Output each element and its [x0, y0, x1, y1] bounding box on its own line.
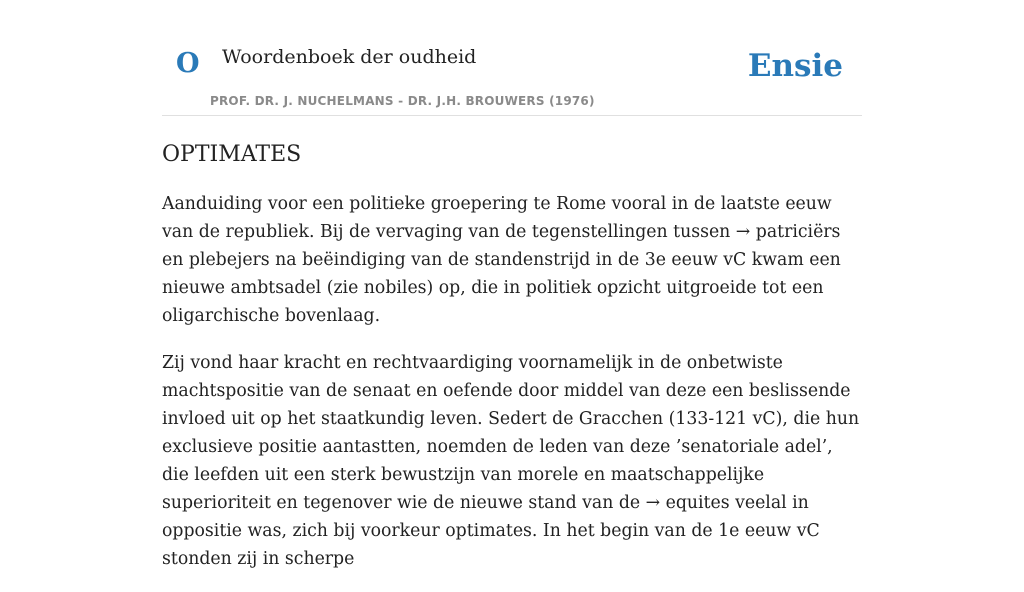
page-header	[162, 0, 862, 116]
book-title[interactable]: Woordenboek der oudheid	[222, 46, 477, 68]
index-letter[interactable]: O	[176, 48, 200, 79]
entry-paragraph	[162, 190, 862, 330]
brand-logo[interactable]: Ensie	[747, 48, 843, 84]
paragraph-text: na beëindiging van de standenstrijd in de 3e eeuw vC kwam een nieuwe ambtsadel (zie nobiles) op, die in politiek opzicht uitgroeide tot een oligarchische bovenlaag.	[162, 250, 841, 327]
paragraph-text: Zij vond haar kracht en rechtvaardiging voornamelijk in de onbetwiste machtspositie van de senaat en oefende door middel van deze een beslissende invloed uit op het staatkundig leven. Sedert de Gracchen (133-121 vC), die hun exclusieve positie aantastten, noemden de leden van deze ’senatoriale adel’, die leefden uit een sterk bewustzijn van morele en maatschappelijke superioriteit en tegenover wie de nieuwe stand van de	[162, 353, 860, 514]
book-authors: PROF. DR. J. NUCHELMANS - DR. J.H. BROUWERS (1976)	[210, 94, 595, 108]
entry-title: OPTIMATES	[162, 142, 302, 167]
cross-reference-link[interactable]: → equites	[645, 493, 730, 514]
page	[162, 0, 862, 592]
paragraph-text: Aanduiding voor een politieke groepering te Rome vooral in de laatste eeuw van de republiek. Bij de vervaging van de tegenstellingen tussen	[162, 194, 832, 243]
paragraph-text: veelal in oppositie was, zich bij voorkeur optimates. In het begin van de 1e eeuw vC stonden zij in scherpe	[162, 493, 820, 570]
entry-body	[162, 190, 862, 573]
entry-paragraph	[162, 349, 862, 573]
cross-reference-link[interactable]: → patriciërs en plebejers	[162, 222, 841, 271]
